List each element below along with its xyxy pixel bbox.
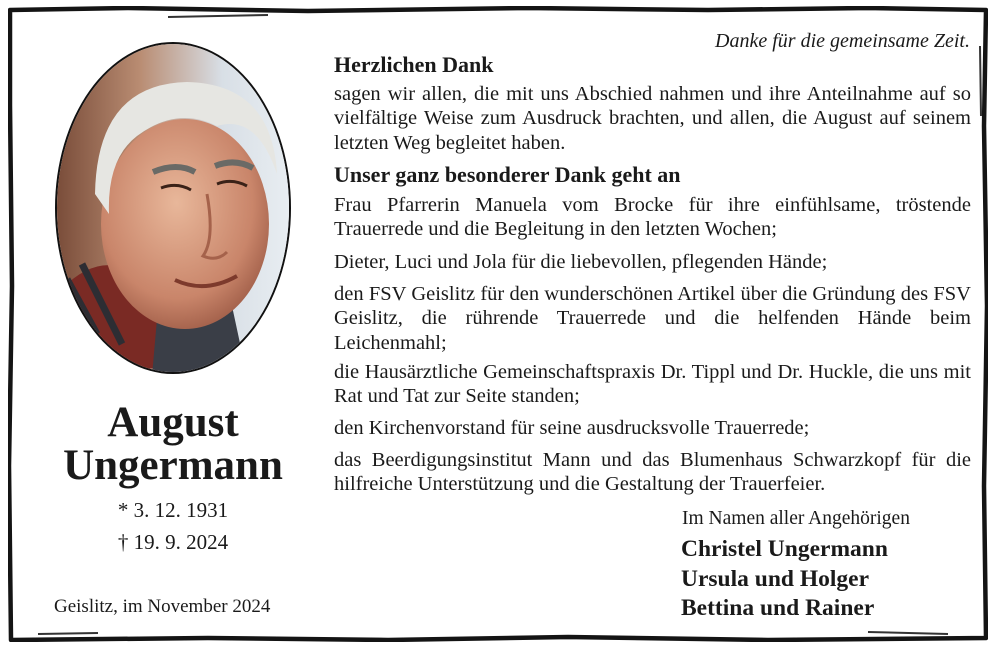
signature-intro: Im Namen aller Angehörigen [682,508,910,529]
thanks-item: die Hausärztliche Gemeinschaftspraxis Dr. Tippl und Dr. Huckle, die uns mit Rat und Tat zur Seite standen; [334,361,971,408]
thanks-item: den Kirchenvorstand für seine ausdrucksvolle Trauerrede; [334,417,810,439]
heading-besonderer-dank: Unser ganz besonderer Dank geht an [334,162,681,187]
death-date: † 19. 9. 2024 [117,530,229,554]
intro-paragraph: sagen wir allen, die mit uns Abschied nahmen und ihre Anteilnahme auf so vielfältige Weise zum Ausdruck brachten, und allen, die August auf seinem letzten Weg begleitet haben. [334,83,971,154]
place-date: Geislitz, im November 2024 [54,596,271,617]
thanks-item: Frau Pfarrerin Manuela vom Brocke für ihre einfühlsame, tröstende Trauerrede und die Begleitung in den letzten Wochen; [334,194,971,241]
thanks-item: Dieter, Luci und Jola für die liebevollen, pflegenden Hände; [334,251,828,273]
heading-herzlichen-dank: Herzlichen Dank [334,52,494,77]
signature-name: Bettina und Rainer [681,595,875,621]
deceased-last-name: Ungermann [63,442,283,489]
signature-name: Christel Ungermann [681,536,888,562]
deceased-first-name: August [107,399,239,446]
thanks-item: den FSV Geislitz für den wunderschönen Artikel über die Gründung des FSV Geislitz, die rührende Trauerrede und die helfenden Hände beim Leichenmahl; [334,283,971,354]
birth-date: * 3. 12. 1931 [117,498,229,522]
motto: Danke für die gemeinsame Zeit. [715,30,970,52]
portrait-photo [55,42,291,374]
signature-name: Ursula und Holger [681,566,870,592]
thanks-item: das Beerdigungsinstitut Mann und das Blumenhaus Schwarzkopf für die hilfreiche Unterstützung und die Gestaltung der Trauerfeier. [334,449,971,496]
